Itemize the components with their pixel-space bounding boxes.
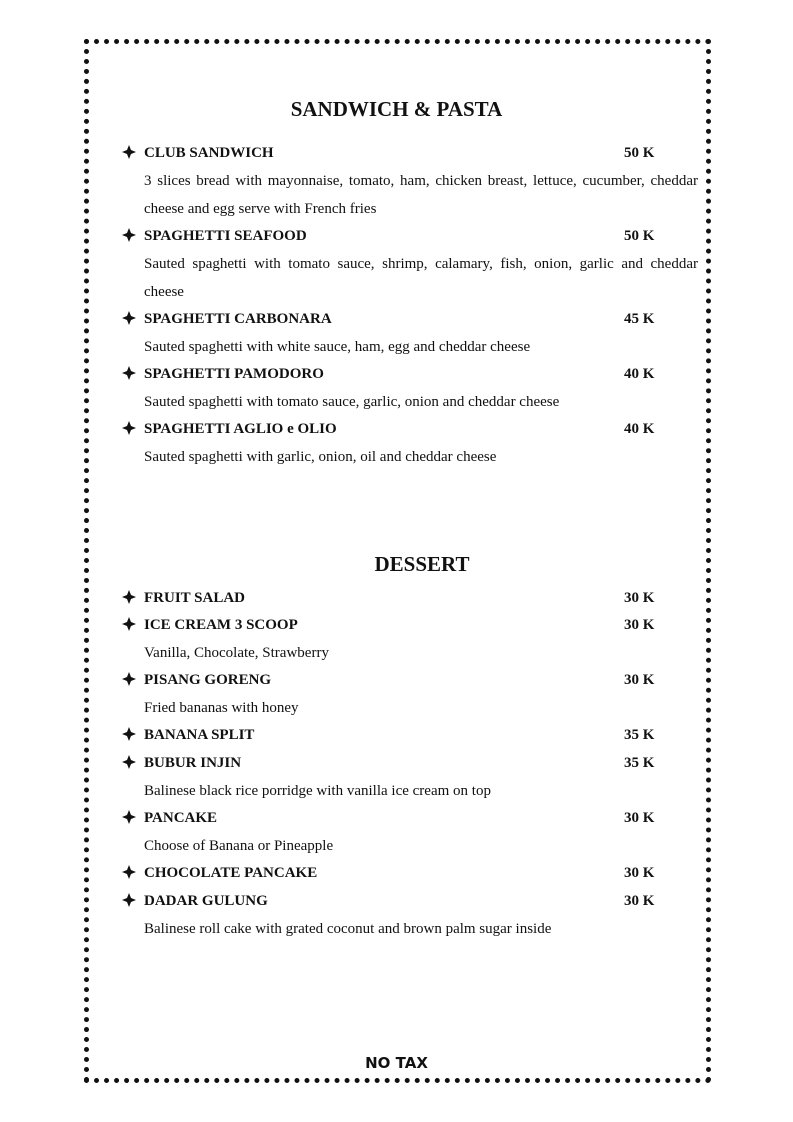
item-price: 30 K — [624, 590, 655, 606]
item-description: Sauted spaghetti with white sauce, ham, egg and cheddar cheese — [144, 339, 531, 355]
item-name: SPAGHETTI AGLIO e OLIO — [144, 421, 337, 437]
item-price: 50 K — [624, 145, 655, 161]
item-name: CHOCOLATE PANCAKE — [144, 865, 318, 881]
item-price: 30 K — [624, 865, 655, 881]
item-description: 3 slices bread with mayonnaise, tomato, ham, chicken breast, lettuce, cucumber, cheddar cheese and egg serve with French fries — [144, 173, 698, 217]
item-name: PANCAKE — [144, 810, 218, 826]
diamond-bullet-icon — [122, 421, 136, 435]
diamond-bullet-icon — [122, 810, 136, 824]
item-name: CLUB SANDWICH — [144, 145, 274, 161]
item-name: ICE CREAM 3 SCOOP — [144, 617, 298, 633]
item-price: 50 K — [624, 228, 655, 244]
item-description: Choose of Banana or Pineapple — [144, 838, 334, 854]
diamond-bullet-icon — [122, 145, 136, 159]
menu-item — [122, 590, 682, 617]
item-price: 35 K — [624, 755, 655, 771]
diamond-bullet-icon — [122, 727, 136, 741]
item-description: Sauted spaghetti with tomato sauce, shrimp, calamary, fish, onion, garlic and cheddar cheese — [144, 256, 698, 300]
section-title-sandwich-pasta: SANDWICH & PASTA — [290, 97, 503, 121]
item-name: BUBUR INJIN — [144, 755, 242, 771]
item-price: 30 K — [624, 810, 655, 826]
menu-item — [122, 865, 682, 892]
diamond-bullet-icon — [122, 893, 136, 907]
item-description: Vanilla, Chocolate, Strawberry — [144, 645, 329, 661]
section-title-dessert: DESSERT — [374, 552, 470, 576]
item-name: SPAGHETTI SEAFOOD — [144, 228, 307, 244]
item-description: Balinese roll cake with grated coconut and brown palm sugar inside — [144, 921, 552, 937]
item-price: 40 K — [624, 421, 655, 437]
item-price: 30 K — [624, 893, 655, 909]
diamond-bullet-icon — [122, 617, 136, 631]
item-name: DADAR GULUNG — [144, 893, 268, 909]
menu-item — [122, 727, 682, 754]
diamond-bullet-icon — [122, 366, 136, 380]
item-price: 45 K — [624, 311, 655, 327]
diamond-bullet-icon — [122, 311, 136, 325]
item-price: 30 K — [624, 672, 655, 688]
diamond-bullet-icon — [122, 755, 136, 769]
item-description: Sauted spaghetti with garlic, onion, oil and cheddar cheese — [144, 449, 497, 465]
item-name: BANANA SPLIT — [144, 727, 255, 743]
item-price: 40 K — [624, 366, 655, 382]
item-price: 30 K — [624, 617, 655, 633]
item-name: FRUIT SALAD — [144, 590, 245, 606]
item-price: 35 K — [624, 727, 655, 743]
item-description: Balinese black rice porridge with vanilla ice cream on top — [144, 783, 491, 799]
item-description: Fried bananas with honey — [144, 700, 299, 716]
item-name: SPAGHETTI CARBONARA — [144, 311, 332, 327]
diamond-bullet-icon — [122, 672, 136, 686]
item-name: SPAGHETTI PAMODORO — [144, 366, 324, 382]
diamond-bullet-icon — [122, 590, 136, 604]
diamond-bullet-icon — [122, 865, 136, 879]
item-description: Sauted spaghetti with tomato sauce, garlic, onion and cheddar cheese — [144, 394, 560, 410]
diamond-bullet-icon — [122, 228, 136, 242]
footer-note: NO TAX — [365, 1054, 428, 1072]
item-name: PISANG GORENG — [144, 672, 272, 688]
